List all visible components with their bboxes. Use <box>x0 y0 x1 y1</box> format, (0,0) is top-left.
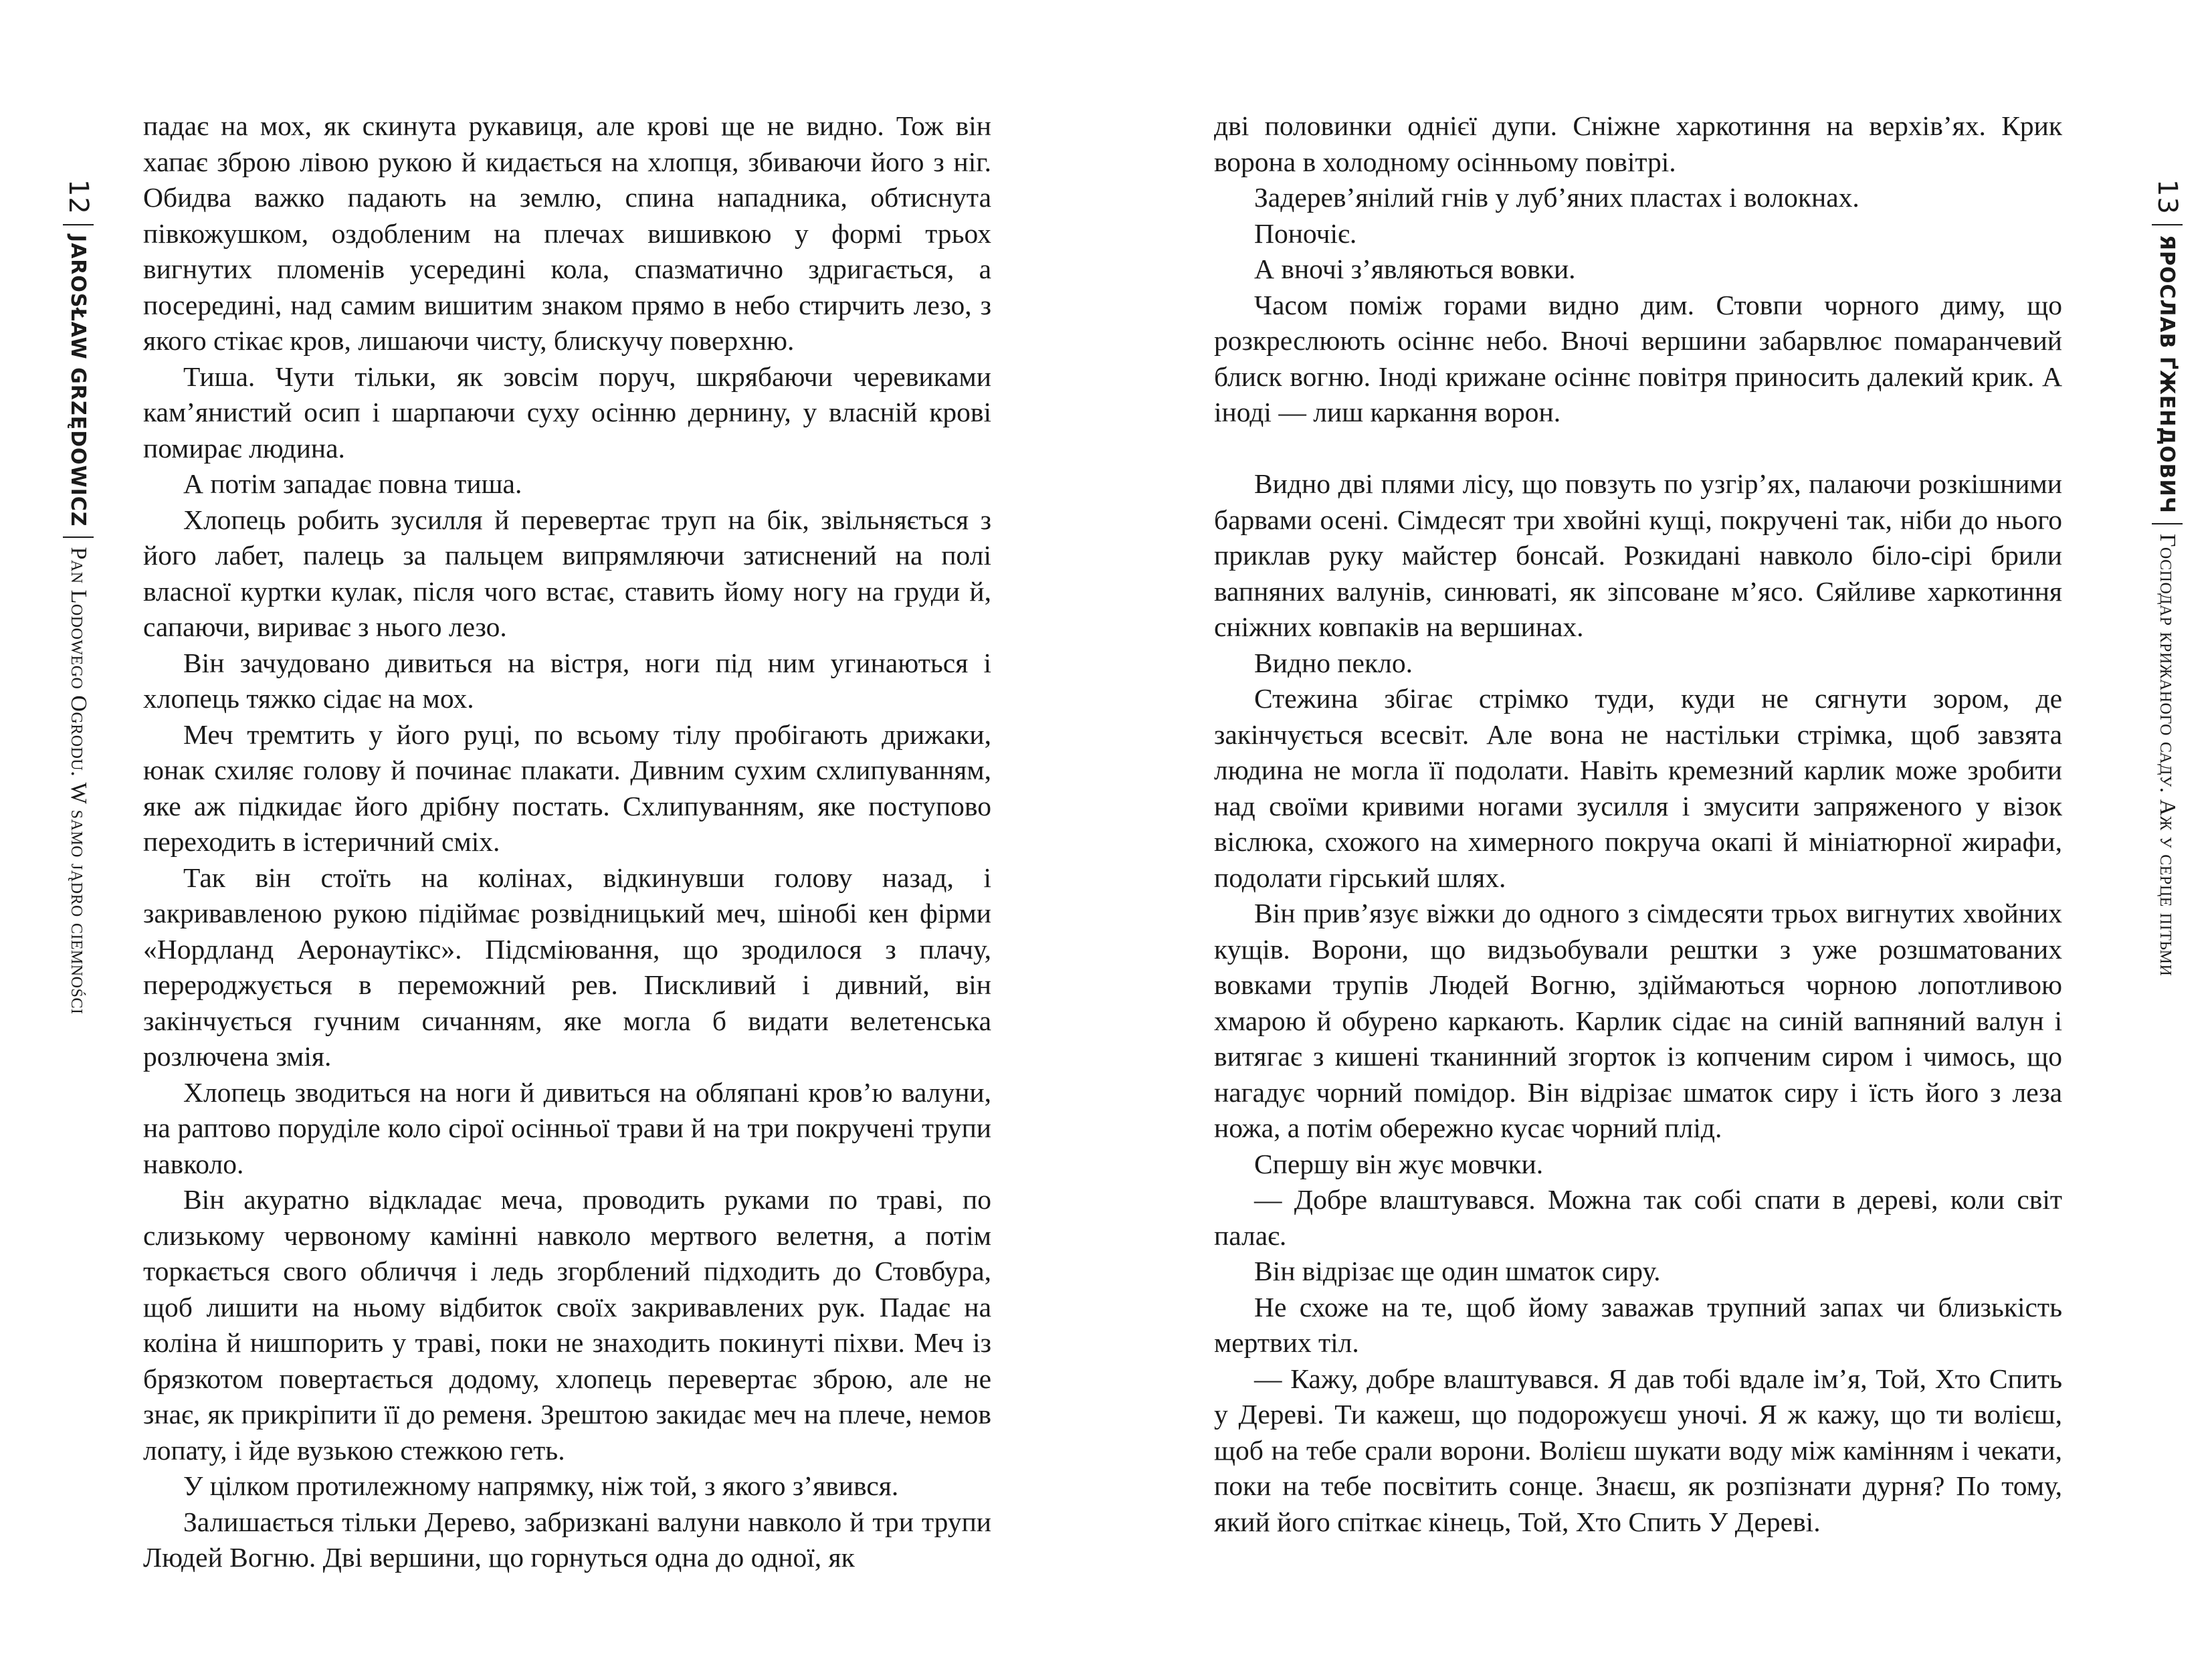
paragraph: Хлопець зводиться на ноги й дивиться на обляпані кров’ю валуни, на раптово поруділе коло сірої осінньої трави й на три покручені трупи навколо. <box>143 1076 991 1179</box>
book-title: Pan Lodowego Ogrodu. W samo jądro ciemności <box>66 547 91 1015</box>
author-name: ЯРОСЛАВ ҐЖЕНДОВИЧ <box>2155 234 2179 514</box>
paragraph: Задерев’янілий гнів у луб’яних пластах і волокнах. <box>1254 182 1859 213</box>
paragraph: Стежина збігає стрімко туди, куди не сягнути зором, де закінчується всесвіт. Але вона не настільки стрімка, щоб завзята людина не могла її подолати. Навіть кремезний карлик може зробити над своїми кривими ногами зусилля і змусити запряженого у візок віслюка, схожого на химерного покруча окапі й мініатюрної жирафи, подолати гірський шлях. <box>1214 683 2062 893</box>
divider <box>63 536 94 538</box>
divider <box>2152 224 2183 225</box>
paragraph: Видно дві плями лісу, що повзуть по узгір’ях, палаючи розкішними барвами осені. Сімдесят три хвойні кущі, покручені так, ніби до нього приклав руку майстер бонсай. Розкидані навколо біло-сірі брили вапняних валунів, синюваті, як зіпсоване м’ясо. Сяйливе харкотиння сніжних ковпаків на вершинах. <box>1214 468 2062 642</box>
paragraph: Він прив’язує віжки до одного з сімдесяти трьох вигнутих хвойних кущів. Ворони, що видзьобували рештки з уже розшматованих вовками трупів Людей Вогню, здіймаються чорною лопотливою хмарою й обурено каркають. Карлик сідає на синій вапняний валун і витягає з кишені тканинний згорток із копченим сиром і чимось, що нагадує чорний помідор. Він відрізає шматок сиру і їсть його з леза ножа, а потім обережно кусає чорний плід. <box>1214 898 2062 1143</box>
right-page <box>1106 0 2212 1659</box>
page-number: 13 <box>2152 179 2183 215</box>
paragraph: Поночіє. <box>1254 217 1357 249</box>
paragraph: У цілком протилежному напрямку, ніж той, з якого з’явився. <box>183 1470 899 1501</box>
right-text-column <box>1214 108 2062 1540</box>
paragraph: Так він стоїть на колінах, відкинувши голову назад, і закривавленою рукою підіймає розвідницький меч, шінобі кен фірми «Нордланд Аеронаутікс». Підсміювання, що зродилося з плачу, перероджується в переможний рев. Пискливий і дивний, він закінчується гучним сичанням, яке могла б видати велетенська розлючена змія. <box>143 862 991 1072</box>
left-text-column <box>143 108 991 1576</box>
paragraph: Часом поміж горами видно дим. Стовпи чорного диму, що розкреслюють осіннє небо. Вночі вершини забарвлює помаранчевий блиск вогню. Іноді крижане осіннє повітря приносить далекий крик. А іноді — лиш каркання ворон. <box>1214 289 2062 427</box>
paragraph: Не схоже на те, щоб йому заважав трупний запах чи близькість мертвих тіл. <box>1214 1291 2062 1358</box>
paragraph: — Добре влаштувався. Можна так собі спати в дереві, коли світ палає. <box>1214 1184 2062 1251</box>
paragraph: Він акуратно відкладає меча, проводить руками по траві, по слизькому червоному камінні навколо мертвого велетня, а потім торкається свого обличчя і ледь згорблений підходить до Стовбура, щоб лишити на ньому відбиток своїх закривавлених рук. Падає на коліна й нишпорить у траві, поки не знаходить покинуті піхви. Меч із брязкотом повертається додому, хлопець перевертає зброю, але не знає, як прикріпити її до ременя. Зрештою закидає меч на плече, немов лопату, і йде вузькою стежкою геть. <box>143 1184 991 1466</box>
paragraph: Тиша. Чути тільки, як зовсім поруч, шкрябаючи черевиками кам’янистий осип і шарпаючи суху осінню дернину, у власній крові помирає людина. <box>143 361 991 464</box>
left-running-head <box>63 179 94 1014</box>
paragraph: А вночі з’являються вовки. <box>1254 254 1576 284</box>
page-number: 12 <box>63 179 94 215</box>
paragraph: Хлопець робить зусилля й перевертає труп на бік, звільняється з його лабет, палець за пальцем випрямляючи затиснений на полі власної куртки кулак, після чого встає, ставить йому ногу на груди й, сапаючи, вириває з нього лезо. <box>143 504 991 642</box>
paragraph: Спершу він жує мовчки. <box>1254 1148 1544 1179</box>
author-name: JAROSŁAW GRZĘDOWICZ <box>66 234 90 527</box>
right-running-head <box>2152 179 2183 976</box>
book-title: Господар крижаного саду. Аж у серце пітьми <box>2155 533 2180 977</box>
paragraph: Меч тремтить у його руці, по всьому тілу пробігають дрижаки, юнак схиляє голову й починає плакати. Дивним сухим схлипуванням, яке аж підкидає його дрібну постать. Схлипуванням, яке поступово переходить в істеричний сміх. <box>143 718 991 857</box>
divider <box>63 224 94 225</box>
paragraph: А потім западає повна тиша. <box>183 468 522 499</box>
paragraph: Залишається тільки Дерево, забризкані валуни навколо й три трупи Людей Вогню. Дві вершини, що горнуться одна до одної, як <box>143 1506 991 1573</box>
paragraph: падає на мох, як скинута рукавиця, але крові ще не видно. Тож він хапає зброю лівою рукою й кидається на хлопця, збиваючи його з ніг. Обидва важко падають на землю, спина нападника, обтиснута півкожушком, оздобленим на плечах вишивкою у формі трьох вигнутих пломенів усередині кола, спазматично здригається, а посередині, над самим вишитим знаком прямо в небо стирчить лезо, з якого стікає кров, лишаючи чисту, блискучу поверхню. <box>143 110 991 356</box>
paragraph: Він зачудовано дивиться на вістря, ноги під ним угинаються і хлопець тяжко сідає на мох. <box>143 647 991 714</box>
paragraph: — Кажу, добре влаштувався. Я дав тобі вдале ім’я, Той, Хто Спить у Дереві. Ти кажеш, що подорожуєш уночі. Я ж кажу, що ти волієш, щоб на тебе срали ворони. Волієш шукати воду між камінням і чекати, поки на тебе посвітить сонце. Знаєш, як розпізнати дурня? По тому, який його спіткає кінець, Той, Хто Спить У Дереві. <box>1214 1363 2062 1537</box>
paragraph: Він відрізає ще один шматок сиру. <box>1254 1256 1661 1286</box>
paragraph: Видно пекло. <box>1254 647 1413 678</box>
divider <box>2152 523 2183 524</box>
paragraph: дві половинки однієї дупи. Сніжне харкотиння на верхів’ях. Крик ворона в холодному осінньому повітрі. <box>1214 110 2062 177</box>
